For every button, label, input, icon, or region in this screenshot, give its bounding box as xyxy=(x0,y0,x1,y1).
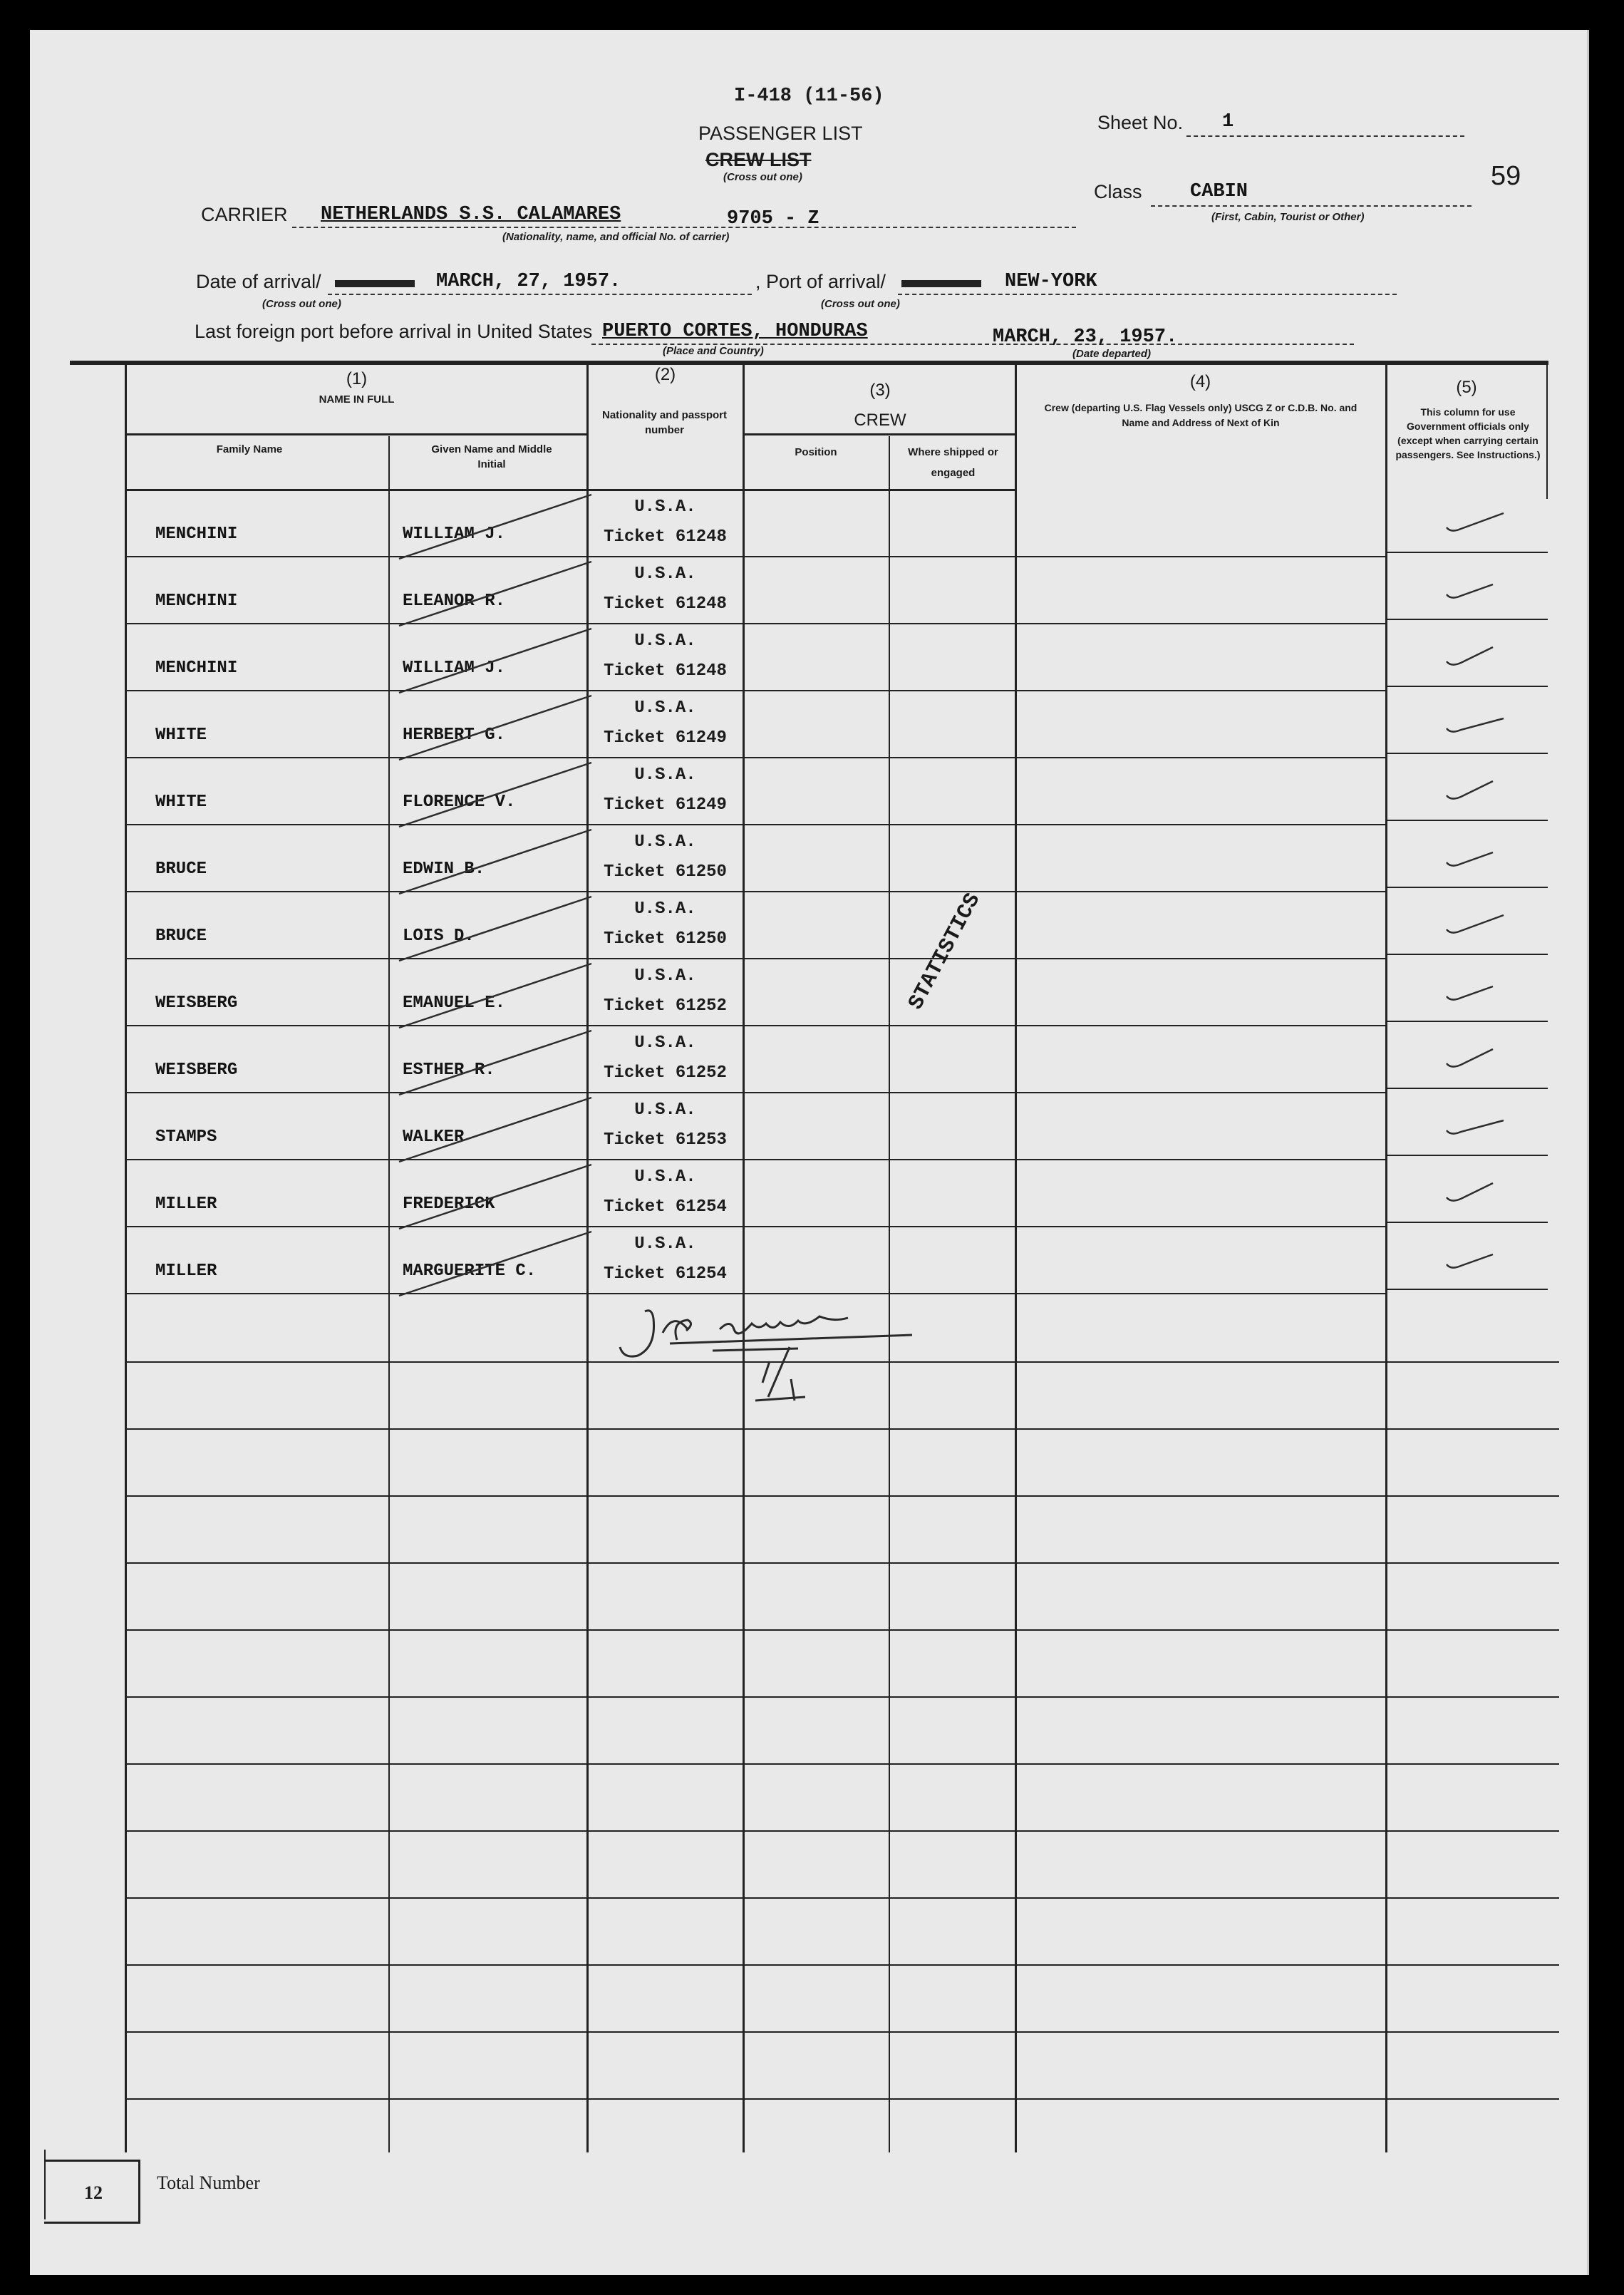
slash-mark xyxy=(399,1031,591,1095)
ticket-cell: Ticket 61248 xyxy=(604,527,727,547)
given-name-cell: FLORENCE V. xyxy=(403,793,516,812)
family-name-cell: WHITE xyxy=(155,793,207,812)
given-name-cell: LOIS D. xyxy=(403,927,475,946)
check-mark xyxy=(1447,1049,1493,1067)
ticket-cell: Ticket 61254 xyxy=(604,1197,727,1217)
family-name-cell: STAMPS xyxy=(155,1128,217,1147)
check-mark xyxy=(1447,781,1493,799)
slash-mark xyxy=(399,562,591,626)
check-mark xyxy=(1447,1183,1493,1201)
signature-note: I/I xyxy=(770,1396,771,1398)
last-port-place: PUERTO CORTES, HONDURAS xyxy=(602,321,868,342)
total-label: Total Number xyxy=(157,2172,260,2193)
last-port-date: MARCH, 23, 1957. xyxy=(993,326,1178,348)
given-name-cell: EMANUEL E. xyxy=(403,994,506,1013)
arrival-date-label: Date of arrival/ xyxy=(196,271,321,292)
col3-number: (3) xyxy=(869,381,891,400)
ticket-cell: Ticket 61248 xyxy=(604,594,727,614)
family-name-cell: BRUCE xyxy=(155,927,207,946)
col1-title: NAME IN FULL xyxy=(319,393,395,406)
ticket-cell: Ticket 61248 xyxy=(604,661,727,681)
slash-mark xyxy=(399,1098,591,1162)
nationality-cell: U.S.A. xyxy=(634,631,696,651)
nationality-cell: U.S.A. xyxy=(634,564,696,584)
given-name-cell: ESTHER R. xyxy=(403,1061,495,1080)
ticket-cell: Ticket 61254 xyxy=(604,1264,727,1284)
arrival-port-label: , Port of arrival/ xyxy=(755,271,886,292)
family-name-header: Family Name xyxy=(216,443,283,455)
arrival-date-note: (Cross out one) xyxy=(262,298,341,310)
carrier-number: 9705 - Z xyxy=(727,208,819,230)
arrival-port-value: NEW-YORK xyxy=(1005,271,1097,292)
nationality-cell: U.S.A. xyxy=(634,832,696,852)
check-mark xyxy=(1447,647,1493,665)
col2-title: Nationality and passport number xyxy=(601,409,728,436)
given-name-cell: WALKER xyxy=(403,1128,465,1147)
class-label: Class xyxy=(1094,181,1142,202)
ticket-cell: Ticket 61253 xyxy=(604,1130,727,1150)
shipped-header: Where shipped or engaged xyxy=(908,446,998,479)
slash-mark xyxy=(399,763,591,827)
given-name-header: Given Name and Middle Initial xyxy=(431,443,552,470)
slash-mark xyxy=(399,696,591,760)
arrival-date-value: MARCH, 27, 1957. xyxy=(436,271,621,292)
carrier-note: (Nationality, name, and official No. of carrier) xyxy=(502,231,730,243)
ticket-cell: Ticket 61249 xyxy=(604,728,727,748)
statistics-stamp: STATISTICS xyxy=(904,889,986,1014)
nationality-cell: U.S.A. xyxy=(634,1100,696,1120)
check-mark xyxy=(1447,584,1493,598)
given-name-cell: MARGUERITE C. xyxy=(403,1262,537,1281)
check-mark xyxy=(1447,1254,1493,1268)
given-name-cell: HERBERT G. xyxy=(403,726,506,745)
page-number: 59 xyxy=(1491,161,1521,191)
col2-number: (2) xyxy=(654,365,676,384)
nationality-cell: U.S.A. xyxy=(634,1167,696,1187)
last-port-label: Last foreign port before arrival in United States xyxy=(195,321,593,342)
official-check-marks xyxy=(1447,513,1504,1268)
form-number: I-418 (11-56) xyxy=(734,86,884,107)
nationality-cell: U.S.A. xyxy=(634,1234,696,1254)
slash-mark xyxy=(399,1165,591,1229)
family-name-cell: BRUCE xyxy=(155,860,207,879)
given-name-cell: WILLIAM J. xyxy=(403,659,506,678)
signature-text: J E Greene xyxy=(791,1339,799,1341)
family-name-cell: MILLER xyxy=(155,1262,217,1281)
total-value: 12 xyxy=(84,2182,103,2203)
slash-mark xyxy=(399,629,591,693)
nationality-cell: U.S.A. xyxy=(634,497,696,517)
nationality-cell: U.S.A. xyxy=(634,1033,696,1053)
col1-number: (1) xyxy=(346,369,368,388)
nationality-cell: U.S.A. xyxy=(634,899,696,919)
ticket-cell: Ticket 61252 xyxy=(604,996,727,1016)
nationality-cell: U.S.A. xyxy=(634,765,696,785)
ticket-cell: Ticket 61252 xyxy=(604,1063,727,1083)
form-title: PASSENGER LIST xyxy=(698,123,863,144)
check-mark xyxy=(1447,986,1493,1000)
last-port-date-note: (Date departed) xyxy=(1072,348,1152,360)
check-mark xyxy=(1447,915,1504,933)
family-name-cell: WEISBERG xyxy=(155,994,238,1013)
family-name-cell: MILLER xyxy=(155,1195,217,1214)
slash-mark xyxy=(399,495,591,559)
nationality-cell: U.S.A. xyxy=(634,698,696,718)
cross-out-note: (Cross out one) xyxy=(723,171,802,183)
slash-mark xyxy=(399,830,591,894)
given-name-cell: FREDERICK xyxy=(403,1195,495,1214)
col5-number: (5) xyxy=(1456,378,1477,397)
ticket-cell: Ticket 61250 xyxy=(604,862,727,882)
check-mark xyxy=(1447,513,1504,531)
family-name-cell: MENCHINI xyxy=(155,659,238,678)
given-name-cell: ELEANOR R. xyxy=(403,592,506,611)
ticket-cell: Ticket 61250 xyxy=(604,929,727,949)
col4-title: Crew (departing U.S. Flag Vessels only) USCG Z or C.D.B. No. and Name and Address of Next of Kin xyxy=(1044,402,1357,428)
carrier-value: NETHERLANDS S.S. CALAMARES xyxy=(321,204,621,225)
slash-mark xyxy=(399,897,591,961)
ticket-cell: Ticket 61249 xyxy=(604,795,727,815)
carrier-label: CARRIER xyxy=(201,204,288,225)
nationality-cell: U.S.A. xyxy=(634,966,696,986)
col5-title: This column for use Government officials only (except when carrying certain passengers. See Instructions.) xyxy=(1395,406,1541,460)
sheet-label: Sheet No. xyxy=(1097,112,1184,133)
col3-title: CREW xyxy=(854,411,906,430)
family-name-cell: WEISBERG xyxy=(155,1061,238,1080)
family-name-cell: MENCHINI xyxy=(155,525,238,544)
col4-number: (4) xyxy=(1189,372,1211,391)
check-mark xyxy=(1447,718,1504,732)
last-port-place-note: (Place and Country) xyxy=(663,345,764,357)
position-header: Position xyxy=(795,446,837,458)
crossed-form-title: CREW LIST xyxy=(705,149,812,170)
class-note: (First, Cabin, Tourist or Other) xyxy=(1211,211,1365,223)
class-value: CABIN xyxy=(1190,181,1248,202)
given-name-cell: WILLIAM J. xyxy=(403,525,506,544)
check-mark xyxy=(1447,852,1493,866)
slash-mark xyxy=(399,1232,591,1296)
given-name-slashes xyxy=(399,495,591,1296)
sheet-number: 1 xyxy=(1222,111,1234,133)
check-mark xyxy=(1447,1120,1504,1134)
family-name-cell: MENCHINI xyxy=(155,592,238,611)
signature xyxy=(620,1311,912,1401)
given-name-cell: EDWIN B. xyxy=(403,860,485,879)
arrival-port-note: (Cross out one) xyxy=(821,298,900,310)
family-name-cell: WHITE xyxy=(155,726,207,745)
slash-mark xyxy=(399,964,591,1028)
